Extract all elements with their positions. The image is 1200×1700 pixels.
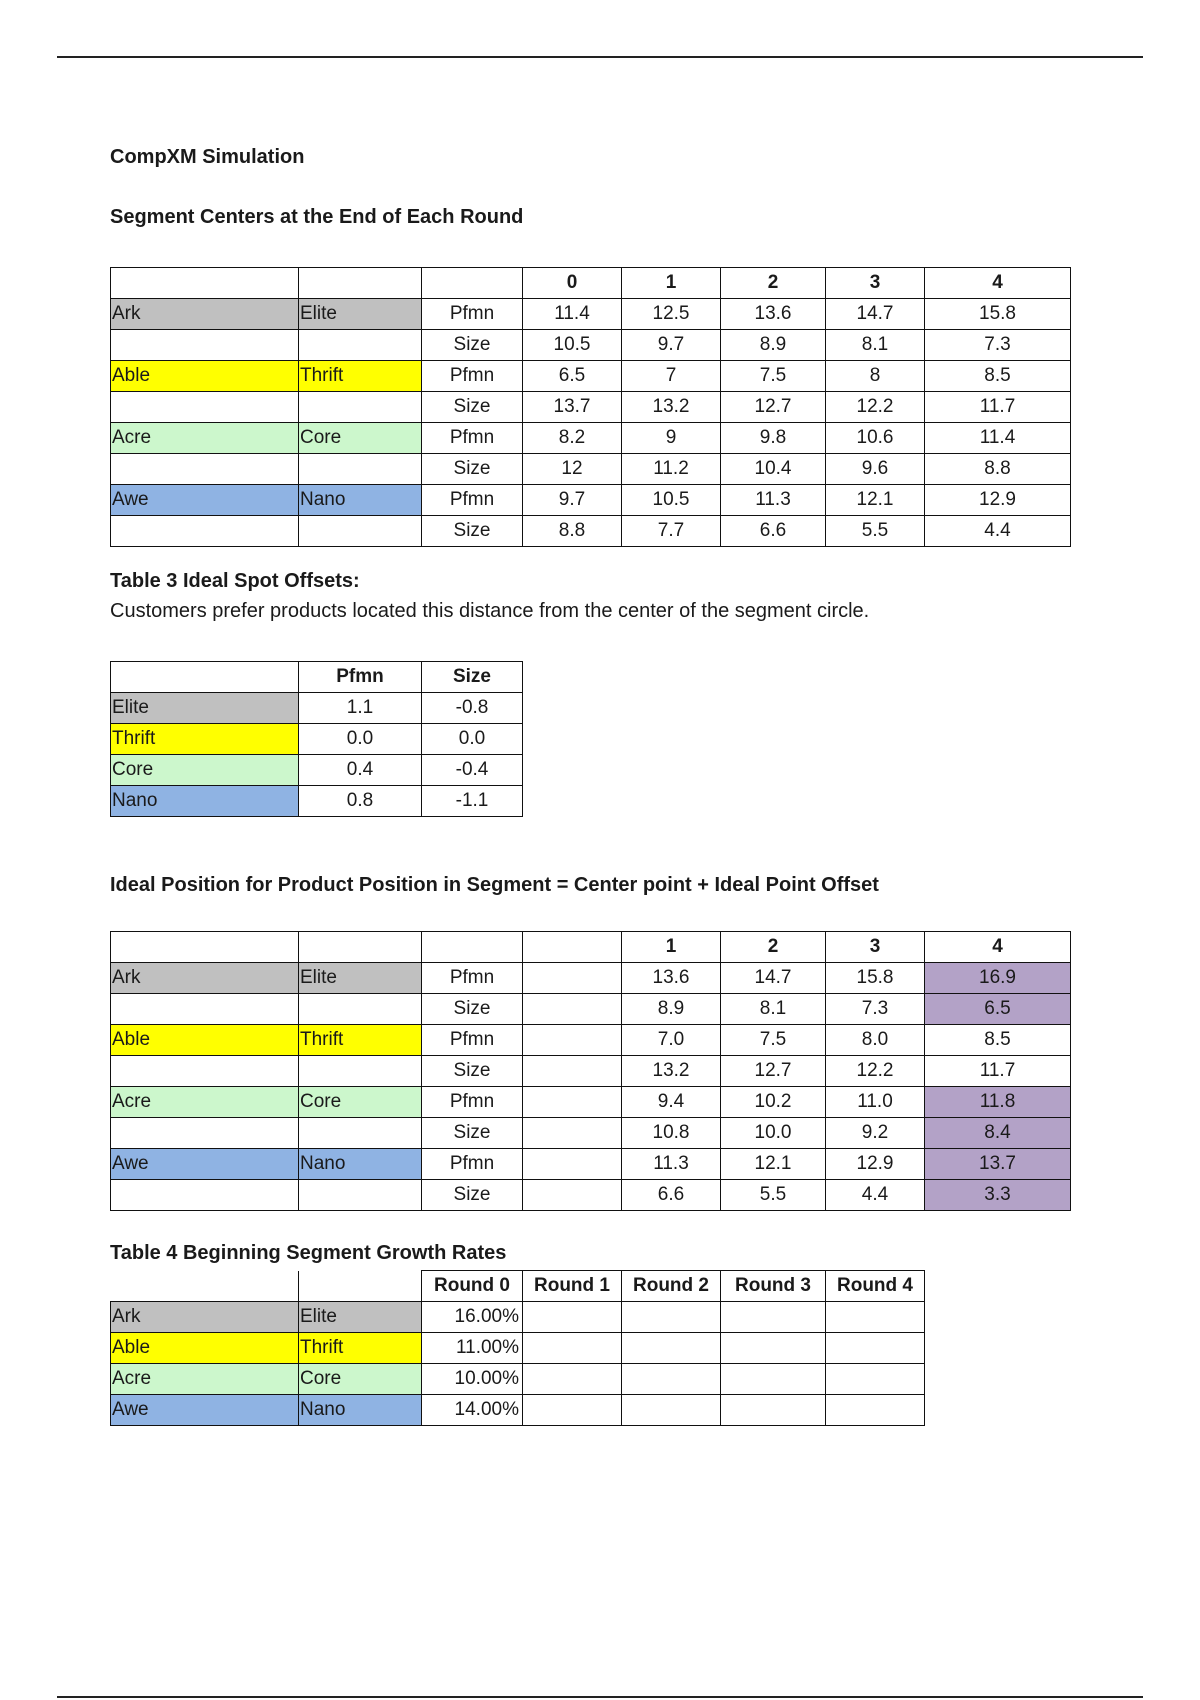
- ideal-position-table: [110, 931, 1071, 1211]
- growth-rate: [622, 1333, 721, 1364]
- pfmn-value-highlighted: 11.8: [925, 1087, 1071, 1118]
- pfmn-value: 9: [622, 423, 721, 454]
- round-header: 4: [925, 932, 1071, 963]
- pfmn-value: [523, 1087, 622, 1118]
- size-value: [523, 1118, 622, 1149]
- pfmn-value: 8.0: [826, 1025, 925, 1056]
- empty-cell: [111, 1118, 299, 1149]
- empty-cell: [111, 994, 299, 1025]
- empty-cell: [299, 392, 422, 423]
- growth-rate: 10.00%: [422, 1364, 523, 1395]
- size-value: 8.9: [721, 330, 826, 361]
- table-row: [111, 693, 523, 724]
- segment-name: Nano: [299, 1395, 422, 1426]
- product-name: Awe: [111, 485, 299, 516]
- pfmn-value: 8.2: [523, 423, 622, 454]
- segment-name: Core: [299, 1364, 422, 1395]
- table-row: [111, 1302, 925, 1333]
- growth-rate: 11.00%: [422, 1333, 523, 1364]
- header-cell-empty: [299, 268, 422, 299]
- growth-rate: [826, 1395, 925, 1426]
- pfmn-value: 11.3: [721, 485, 826, 516]
- table4-title: Table 4 Beginning Segment Growth Rates: [110, 1242, 507, 1264]
- section-title-segment-centers: Segment Centers at the End of Each Round: [110, 206, 524, 228]
- ideal-spot-offsets-table: [110, 661, 523, 817]
- metric-label: Size: [422, 392, 523, 423]
- growth-rate: [721, 1395, 826, 1426]
- table-row: [111, 361, 1071, 392]
- size-value: 12.7: [721, 392, 826, 423]
- round-header: 1: [622, 268, 721, 299]
- segment-centers-table: [110, 267, 1071, 547]
- product-name: Awe: [111, 1149, 299, 1180]
- metric-label: Size: [422, 994, 523, 1025]
- size-value: 10.4: [721, 454, 826, 485]
- product-name: Able: [111, 1333, 299, 1364]
- column-header: Size: [422, 662, 523, 693]
- round-header: 2: [721, 268, 826, 299]
- size-value: 6.6: [622, 1180, 721, 1211]
- pfmn-value: 9.7: [523, 485, 622, 516]
- empty-cell: [299, 516, 422, 547]
- round-header: Round 4: [826, 1271, 925, 1302]
- round-header: 0: [523, 268, 622, 299]
- size-offset: -1.1: [422, 786, 523, 817]
- pfmn-value: 8: [826, 361, 925, 392]
- pfmn-value: 9.8: [721, 423, 826, 454]
- size-value: 10.5: [523, 330, 622, 361]
- header-cell-empty: [111, 1271, 299, 1302]
- table3-title: Table 3 Ideal Spot Offsets:: [110, 570, 360, 592]
- size-value: 5.5: [826, 516, 925, 547]
- segment-name: Nano: [299, 1149, 422, 1180]
- growth-rate: [523, 1395, 622, 1426]
- size-value: 6.6: [721, 516, 826, 547]
- table-row: [111, 963, 1071, 994]
- growth-rate: [826, 1333, 925, 1364]
- empty-cell: [111, 454, 299, 485]
- table-row: [111, 1118, 1071, 1149]
- pfmn-value: 12.1: [826, 485, 925, 516]
- pfmn-value: [523, 1149, 622, 1180]
- pfmn-value: 10.2: [721, 1087, 826, 1118]
- table-row: [111, 1087, 1071, 1118]
- header-cell-empty: [422, 932, 523, 963]
- pfmn-value: 11.4: [523, 299, 622, 330]
- size-value: 13.2: [622, 392, 721, 423]
- pfmn-value: 10.6: [826, 423, 925, 454]
- table-row: [111, 724, 523, 755]
- table-header-row: [111, 268, 1071, 299]
- size-value: [523, 1180, 622, 1211]
- round-header: [523, 932, 622, 963]
- round-header: 3: [826, 268, 925, 299]
- metric-label: Size: [422, 454, 523, 485]
- empty-cell: [111, 330, 299, 361]
- growth-rates-table: [110, 1270, 925, 1426]
- ideal-position-title: Ideal Position for Product Position in Segment = Center point + Ideal Point Offset: [110, 874, 879, 896]
- pfmn-value: 14.7: [721, 963, 826, 994]
- table-row: [111, 1395, 925, 1426]
- round-header: Round 1: [523, 1271, 622, 1302]
- pfmn-value: 7.5: [721, 361, 826, 392]
- pfmn-value-highlighted: 16.9: [925, 963, 1071, 994]
- empty-cell: [299, 1180, 422, 1211]
- pfmn-value-highlighted: 13.7: [925, 1149, 1071, 1180]
- size-value: 7.7: [622, 516, 721, 547]
- round-header: Round 3: [721, 1271, 826, 1302]
- pfmn-value: 11.4: [925, 423, 1071, 454]
- segment-name: Nano: [111, 786, 299, 817]
- product-name: Ark: [111, 299, 299, 330]
- pfmn-value: 6.5: [523, 361, 622, 392]
- size-value: 7.3: [826, 994, 925, 1025]
- product-name: Acre: [111, 1364, 299, 1395]
- empty-cell: [299, 1056, 422, 1087]
- pfmn-value: 7.0: [622, 1025, 721, 1056]
- size-value: 11.2: [622, 454, 721, 485]
- table-row: [111, 1025, 1071, 1056]
- segment-name: Thrift: [299, 1025, 422, 1056]
- round-header: 4: [925, 268, 1071, 299]
- round-header: 2: [721, 932, 826, 963]
- pfmn-value: 11.3: [622, 1149, 721, 1180]
- size-value: 8.9: [622, 994, 721, 1025]
- product-name: Able: [111, 1025, 299, 1056]
- empty-cell: [111, 1180, 299, 1211]
- pfmn-offset: 1.1: [299, 693, 422, 724]
- empty-cell: [111, 1056, 299, 1087]
- size-value: 13.7: [523, 392, 622, 423]
- product-name: Awe: [111, 1395, 299, 1426]
- growth-rate: 16.00%: [422, 1302, 523, 1333]
- metric-label: Size: [422, 330, 523, 361]
- pfmn-value: 12.9: [826, 1149, 925, 1180]
- pfmn-value: 10.5: [622, 485, 721, 516]
- growth-rate: [523, 1302, 622, 1333]
- segment-name: Core: [299, 1087, 422, 1118]
- growth-rate: [622, 1302, 721, 1333]
- table-row: [111, 786, 523, 817]
- pfmn-value: 14.7: [826, 299, 925, 330]
- growth-rate: [826, 1302, 925, 1333]
- round-header: Round 0: [422, 1271, 523, 1302]
- segment-name: Thrift: [299, 361, 422, 392]
- growth-rate: [721, 1302, 826, 1333]
- segment-name: Elite: [299, 299, 422, 330]
- doc-title: CompXM Simulation: [110, 146, 305, 168]
- metric-label: Size: [422, 1180, 523, 1211]
- table-row: [111, 1333, 925, 1364]
- round-header: 3: [826, 932, 925, 963]
- growth-rate: [622, 1364, 721, 1395]
- metric-label: Pfmn: [422, 299, 523, 330]
- pfmn-value: 7: [622, 361, 721, 392]
- growth-rate: [523, 1364, 622, 1395]
- size-value: 8.1: [721, 994, 826, 1025]
- pfmn-value: [523, 1025, 622, 1056]
- pfmn-value: 12.9: [925, 485, 1071, 516]
- metric-label: Size: [422, 516, 523, 547]
- table-row: [111, 485, 1071, 516]
- size-value: 7.3: [925, 330, 1071, 361]
- size-value: 8.8: [523, 516, 622, 547]
- growth-rate: [826, 1364, 925, 1395]
- table-row: [111, 423, 1071, 454]
- segment-name: Nano: [299, 485, 422, 516]
- segment-name: Elite: [299, 963, 422, 994]
- empty-cell: [299, 330, 422, 361]
- pfmn-value: 12.1: [721, 1149, 826, 1180]
- size-offset: -0.8: [422, 693, 523, 724]
- table-header-row: [111, 1271, 925, 1302]
- metric-label: Pfmn: [422, 361, 523, 392]
- metric-label: Pfmn: [422, 423, 523, 454]
- metric-label: Pfmn: [422, 1025, 523, 1056]
- empty-cell: [111, 392, 299, 423]
- table-row: [111, 392, 1071, 423]
- size-value: [523, 1056, 622, 1087]
- bottom-rule: [57, 1696, 1143, 1698]
- size-value: 11.7: [925, 1056, 1071, 1087]
- growth-rate: [721, 1364, 826, 1395]
- size-offset: 0.0: [422, 724, 523, 755]
- table-row: [111, 1149, 1071, 1180]
- table-header-row: [111, 662, 523, 693]
- product-name: Ark: [111, 963, 299, 994]
- top-rule: [57, 56, 1143, 58]
- size-value: 13.2: [622, 1056, 721, 1087]
- pfmn-value: 13.6: [622, 963, 721, 994]
- column-header: Pfmn: [299, 662, 422, 693]
- size-value: 8.8: [925, 454, 1071, 485]
- pfmn-value: 7.5: [721, 1025, 826, 1056]
- table3-description: Customers prefer products located this distance from the center of the segment circle.: [110, 600, 870, 622]
- metric-label: Pfmn: [422, 963, 523, 994]
- pfmn-value: 15.8: [925, 299, 1071, 330]
- segment-name: Thrift: [111, 724, 299, 755]
- growth-rate: [523, 1333, 622, 1364]
- segment-name: Core: [111, 755, 299, 786]
- table-row: [111, 1364, 925, 1395]
- growth-rate: [622, 1395, 721, 1426]
- header-cell-empty: [111, 268, 299, 299]
- table-row: [111, 994, 1071, 1025]
- segment-name: Elite: [299, 1302, 422, 1333]
- size-value: 9.7: [622, 330, 721, 361]
- empty-cell: [111, 516, 299, 547]
- size-value: 12.2: [826, 1056, 925, 1087]
- growth-rate: 14.00%: [422, 1395, 523, 1426]
- size-value: 11.7: [925, 392, 1071, 423]
- size-value: 4.4: [826, 1180, 925, 1211]
- pfmn-value: 12.5: [622, 299, 721, 330]
- product-name: Acre: [111, 423, 299, 454]
- pfmn-value: 8.5: [925, 1025, 1071, 1056]
- size-value: 10.8: [622, 1118, 721, 1149]
- size-value: 4.4: [925, 516, 1071, 547]
- table-row: [111, 330, 1071, 361]
- product-name: Ark: [111, 1302, 299, 1333]
- pfmn-value: 11.0: [826, 1087, 925, 1118]
- metric-label: Size: [422, 1118, 523, 1149]
- pfmn-offset: 0.0: [299, 724, 422, 755]
- table-header-row: [111, 932, 1071, 963]
- metric-label: Pfmn: [422, 485, 523, 516]
- size-value: 9.6: [826, 454, 925, 485]
- size-value-highlighted: 6.5: [925, 994, 1071, 1025]
- size-value: [523, 994, 622, 1025]
- product-name: Acre: [111, 1087, 299, 1118]
- growth-rate: [721, 1333, 826, 1364]
- pfmn-offset: 0.4: [299, 755, 422, 786]
- size-value: 12.7: [721, 1056, 826, 1087]
- empty-cell: [299, 454, 422, 485]
- pfmn-value: 15.8: [826, 963, 925, 994]
- size-value: 12: [523, 454, 622, 485]
- segment-name: Thrift: [299, 1333, 422, 1364]
- table-row: [111, 1056, 1071, 1087]
- size-offset: -0.4: [422, 755, 523, 786]
- metric-label: Pfmn: [422, 1087, 523, 1118]
- table-row: [111, 454, 1071, 485]
- pfmn-offset: 0.8: [299, 786, 422, 817]
- product-name: Able: [111, 361, 299, 392]
- table-row: [111, 516, 1071, 547]
- metric-label: Pfmn: [422, 1149, 523, 1180]
- header-cell-empty: [422, 268, 523, 299]
- empty-cell: [299, 1118, 422, 1149]
- table-row: [111, 755, 523, 786]
- table-row: [111, 299, 1071, 330]
- segment-name: Elite: [111, 693, 299, 724]
- table-row: [111, 1180, 1071, 1211]
- header-cell-empty: [299, 1271, 422, 1302]
- round-header: Round 2: [622, 1271, 721, 1302]
- size-value-highlighted: 3.3: [925, 1180, 1071, 1211]
- size-value: 5.5: [721, 1180, 826, 1211]
- metric-label: Size: [422, 1056, 523, 1087]
- pfmn-value: 9.4: [622, 1087, 721, 1118]
- size-value: 8.1: [826, 330, 925, 361]
- size-value-highlighted: 8.4: [925, 1118, 1071, 1149]
- pfmn-value: 8.5: [925, 361, 1071, 392]
- segment-name: Core: [299, 423, 422, 454]
- header-cell-empty: [299, 932, 422, 963]
- size-value: 12.2: [826, 392, 925, 423]
- pfmn-value: [523, 963, 622, 994]
- size-value: 9.2: [826, 1118, 925, 1149]
- header-cell-empty: [111, 662, 299, 693]
- round-header: 1: [622, 932, 721, 963]
- empty-cell: [299, 994, 422, 1025]
- size-value: 10.0: [721, 1118, 826, 1149]
- header-cell-empty: [111, 932, 299, 963]
- pfmn-value: 13.6: [721, 299, 826, 330]
